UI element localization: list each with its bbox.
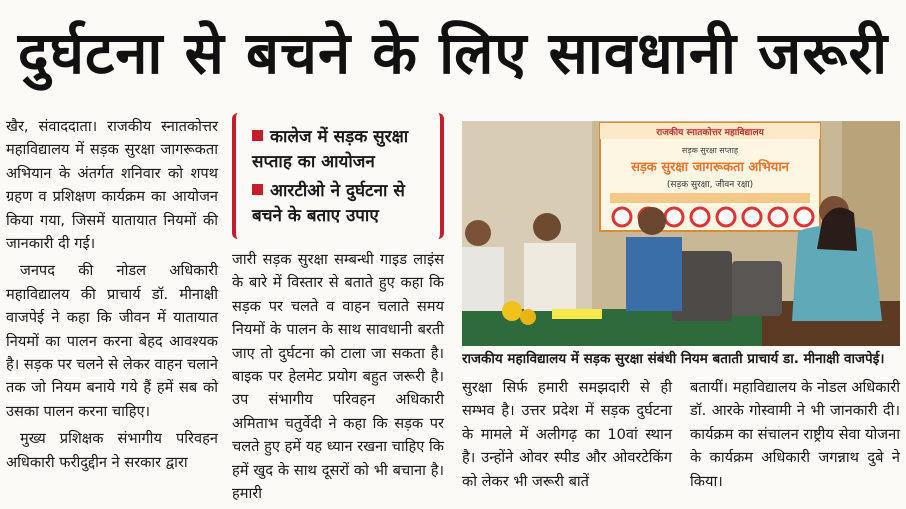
highlight-text: आरटीओ ने दुर्घटना से बचने के बताए उपाए	[252, 181, 405, 226]
paragraph: बतायीं। महाविद्यालय के नोडल अधिकारी डॉ. आरके गोस्वामी ने भी जानकारी दी। कार्यक्रम का संचालन राष्ट्रीय सेवा योजना के कार्यक्रम अधिकारी जगन्नाथ दुबे ने किया।	[690, 379, 900, 490]
paragraph: मुख्य प्रशिक्षक संभागीय परिवहन अधिकारी फरीदुद्दीन ने सरकार द्वारा	[6, 430, 218, 471]
highlight-item	[252, 179, 438, 229]
event-photo-illustration	[462, 121, 900, 346]
bullet-square-icon	[252, 130, 263, 141]
event-photo	[462, 121, 900, 346]
paragraph: जनपद की नोडल अधिकारी महाविद्यालय की प्राचार्य डॉ. मीनाक्षी वाजपेई ने कहा कि जीवन में यातायात नियमों का पालन करना बेहद आवश्यक है। सड़क पर चलने से लेकर वाहन चलाने तक जो नियम बनाये गये हैं हमें सब को उसका पालन करना चाहिए।	[6, 262, 218, 420]
highlight-item	[252, 125, 438, 175]
banner-line-2: सड़क सुरक्षा सप्ताह	[681, 146, 739, 155]
banner-line-4: (सड़क सुरक्षा, जीवन रक्षा)	[666, 180, 754, 190]
banner-line-3: सड़क सुरक्षा जागरूकता अभियान	[631, 160, 789, 175]
highlight-box	[232, 113, 444, 239]
paragraph: जारी सड़क सुरक्षा सम्बन्धी गाइड लाइंस के बारे में विस्तार से बताते हुए कहा कि सड़क पर चलते व वाहन चलाते समय नियमों के पालन के साथ सावधानी बरती जाए तो दुर्घटना को टाला जा सकता है। बाइक पर हेलमेट प्रयोग बहुत जरूरी है। उप संभागीय परिवहन अधिकारी अमिताभ चतुर्वेदी ने कहा कि सड़क पर चलते हुए हमें यह ध्यान रखना चाहिए कि हमें खुद के साथ दूसरों को भी बचाना है। हमारी	[232, 251, 444, 503]
highlight-bracket-left	[232, 113, 244, 239]
article-column-3	[462, 376, 672, 497]
paragraph: सुरक्षा सिर्फ हमारी समझदारी से ही सम्भव है। उत्तर प्रदेश में सड़क दुर्घटना के मामले में अलीगढ़ का 10वां स्थान है। उन्होंने ओवर स्पीड और ओवरटेकिंग को लेकर भी जरूरी बातें	[462, 379, 672, 490]
highlight-text: कालेज में सड़क सुरक्षा सप्ताह का आयोजन	[252, 127, 409, 172]
paragraph: खैर, संवाददाता। राजकीय स्नातकोत्तर महाविद्यालय में सड़क सुरक्षा जागरूकता अभियान के अंतर्गत शनिवार को शपथ ग्रहण व प्रशिक्षण कार्यक्रम का आयोजन किया गया, जिसमें यातायात नियमों की जानकारी दी गई।	[6, 118, 218, 253]
article-column-2	[232, 248, 444, 509]
bullet-square-icon	[252, 184, 263, 195]
article-column-1	[6, 115, 218, 478]
headline: दुर्घटना से बचने के लिए सावधानी जरूरी	[17, 18, 889, 87]
photo-caption: राजकीय महाविद्यालय में सड़क सुरक्षा संबंधी नियम बताती प्राचार्य डा. मीनाक्षी वाजपेई।	[462, 351, 885, 367]
banner-line-1: राजकीय स्नातकोत्तर महाविद्यालय	[656, 128, 764, 138]
article-column-4	[690, 376, 900, 497]
